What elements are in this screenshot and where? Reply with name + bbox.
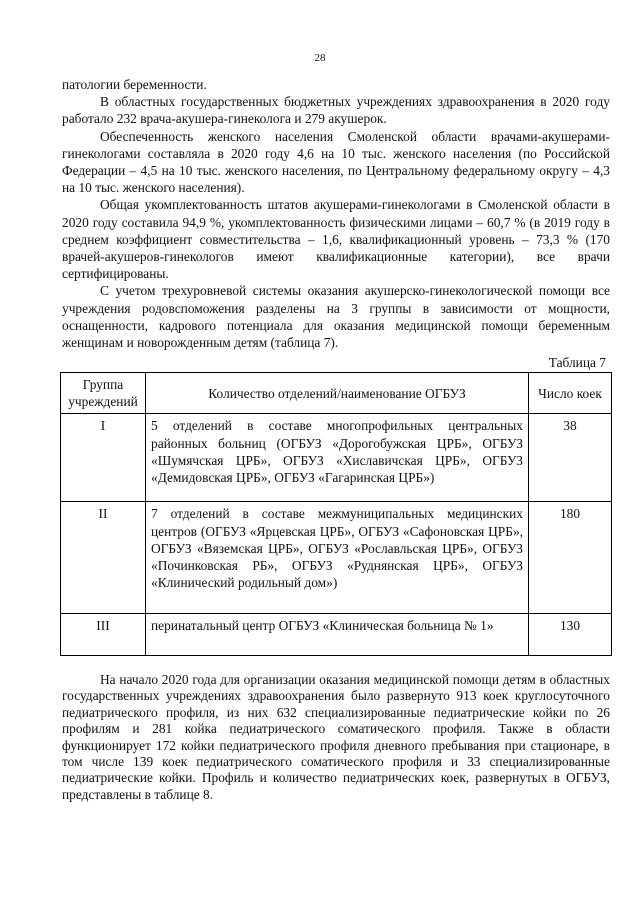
name-cell: 7 отделений в составе межмуниципальных медицинских центров (ОГБУЗ «Ярцевская ЦРБ», ОГБУЗ «Сафоновская ЦРБ», ОГБУЗ «Вяземская ЦРБ», ОГБУЗ «Рославльская ЦРБ», ОГБУЗ «Починковская РБ», ОГБУЗ «Руднянская ЦРБ», ОГБУЗ «Клинический родильный дом») xyxy=(146,502,529,614)
paragraph-three-levels: С учетом трехуровневой системы оказания акушерско-гинекологической помощи все учреждения родовспоможения разделены на 3 группы в зависимости от мощности, оснащенности, кадрового потенциала для оказания медицинской помощи беременным женщинам и новорожденным детям (таблица 7). xyxy=(62,283,610,351)
table-row xyxy=(61,614,612,656)
page-number: 28 xyxy=(314,52,326,64)
group-cell: III xyxy=(61,614,146,656)
name-cell: перинатальный центр ОГБУЗ «Клиническая больница № 1» xyxy=(146,614,529,656)
header-beds: Число коек xyxy=(529,373,612,414)
paragraph-staffing: Общая укомплектованность штатов акушерами-гинекологами в Смоленской области в 2020 году составила 94,9 %, укомплектованность физическими лицами – 60,7 % (в 2019 году в среднем коэффициент совместительства – 1,6, квалификационный уровень – 73,3 % (170 врачей-акушеров-гинекологов имеют квалификационные категории), все врачи сертифицированы. xyxy=(62,197,610,282)
paragraph-staff: В областных государственных бюджетных учреждениях здравоохранения в 2020 году работало 232 врача-акушера-гинеколога и 279 акушерок. xyxy=(62,94,610,127)
paragraph-continuation: патологии беременности. xyxy=(62,77,207,92)
table-caption: Таблица 7 xyxy=(548,355,606,370)
group-cell: I xyxy=(61,414,146,502)
beds-cell: 130 xyxy=(529,614,612,656)
paragraph-pediatric-beds: На начало 2020 года для организации оказания медицинской помощи детям в областных государственных учреждениях здравоохранения было развернуто 913 коек круглосуточного педиатрического профиля, из них 632 специализированные педиатрические койки по 26 профилям и 281 койка педиатрического соматического профиля. Также в области функционирует 172 койки педиатрического профиля дневного пребывания при стационаре, в том числе 139 коек педиатрического соматического профиля и 33 специализированные педиатрические койки. Профиль и количество педиатрических коек, развернутых в ОГБУЗ, представлены в таблице 8. xyxy=(62,672,610,802)
body-text-top xyxy=(62,76,610,351)
beds-cell: 180 xyxy=(529,502,612,614)
group-cell: II xyxy=(61,502,146,614)
table-row xyxy=(61,414,612,502)
table-7 xyxy=(60,372,612,656)
body-text-bottom xyxy=(62,672,610,803)
beds-cell: 38 xyxy=(529,414,612,502)
header-name: Количество отделений/наименование ОГБУЗ xyxy=(146,373,529,414)
table-header-row xyxy=(61,373,612,414)
table-row xyxy=(61,502,612,614)
paragraph-provision: Обеспеченность женского населения Смоленской области врачами-акушерами-гинекологами составляла в 2020 году 4,6 на 10 тыс. женского населения (по Российской Федерации – 4,5 на 10 тыс. женского населения, по Центральному федеральному округу – 4,3 на 10 тыс. женского населения). xyxy=(62,128,610,196)
header-group: Группа учреждений xyxy=(61,373,146,414)
name-cell: 5 отделений в составе многопрофильных центральных районных больниц (ОГБУЗ «Дорогобужская ЦРБ», ОГБУЗ «Шумячская ЦРБ», ОГБУЗ «Хиславичская ЦРБ», ОГБУЗ «Демидовская ЦРБ», ОГБУЗ «Гагаринская ЦРБ») xyxy=(146,414,529,502)
